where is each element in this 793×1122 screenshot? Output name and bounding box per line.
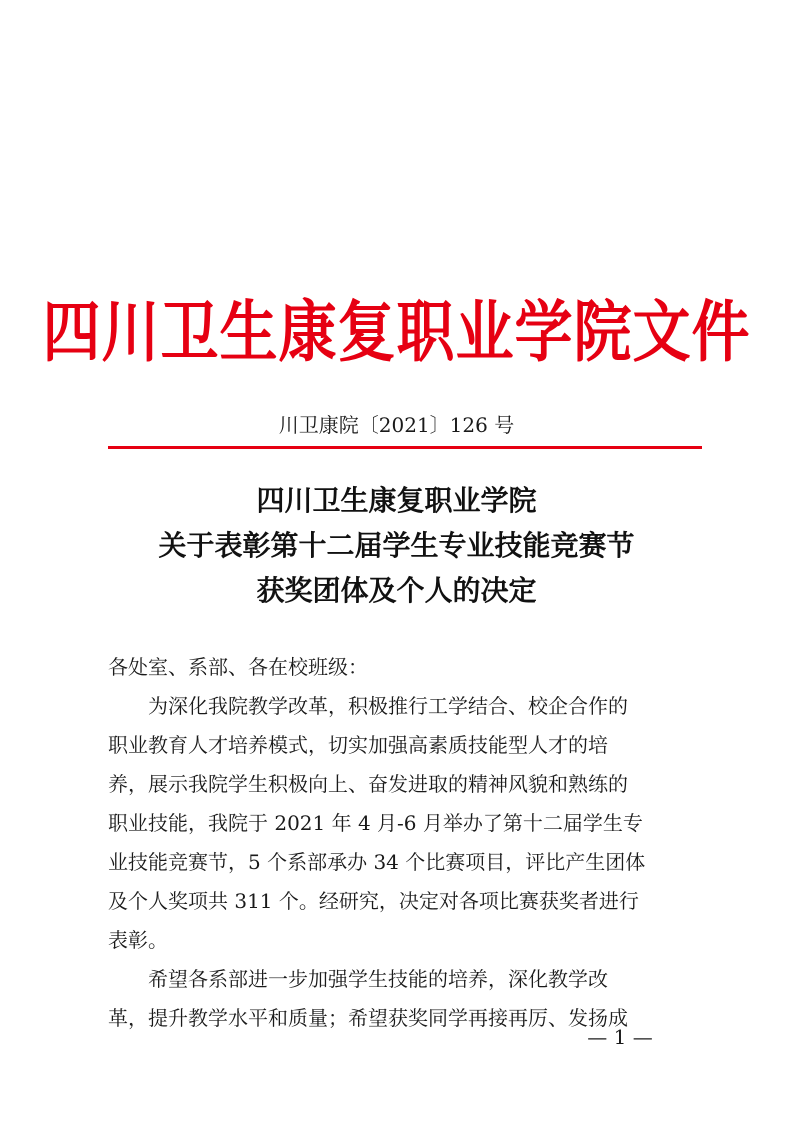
document-number: 川卫康院〔2021〕126 号 bbox=[278, 413, 515, 437]
body-line: 希望各系部进一步加强学生技能的培养，深化教学改 bbox=[108, 967, 608, 991]
header-red-rule bbox=[108, 446, 702, 449]
document-title bbox=[0, 478, 793, 613]
body-line: 革，提升教学水平和质量；希望获奖同学再接再厉、发扬成 bbox=[108, 1006, 628, 1030]
body-line: 养，展示我院学生积极向上、奋发进取的精神风貌和熟练的 bbox=[108, 772, 628, 796]
title-line-1: 四川卫生康复职业学院 bbox=[256, 484, 537, 517]
body-line: 业技能竞赛节，5 个系部承办 34 个比赛项目，评比产生团体 bbox=[108, 850, 646, 874]
body-line: 职业技能，我院于 2021 年 4 月-6 月举办了第十二届学生专 bbox=[108, 811, 643, 835]
body-line: 及个人奖项共 311 个。经研究，决定对各项比赛获奖者进行 bbox=[108, 889, 639, 913]
page-number: — 1 — bbox=[587, 1025, 653, 1049]
title-line-3: 获奖团体及个人的决定 bbox=[256, 574, 537, 607]
issuer-header-title: 四川卫生康复职业学院文件 bbox=[42, 292, 751, 372]
body-line: 表彰。 bbox=[108, 928, 168, 952]
body-line: 为深化我院教学改革，积极推行工学结合、校企合作的 bbox=[108, 694, 628, 718]
body-line: 职业教育人才培养模式，切实加强高素质技能型人才的培 bbox=[108, 733, 608, 757]
salutation: 各处室、系部、各在校班级： bbox=[108, 655, 368, 679]
title-line-2: 关于表彰第十二届学生专业技能竞赛节 bbox=[158, 529, 635, 562]
document-body bbox=[108, 648, 688, 1038]
